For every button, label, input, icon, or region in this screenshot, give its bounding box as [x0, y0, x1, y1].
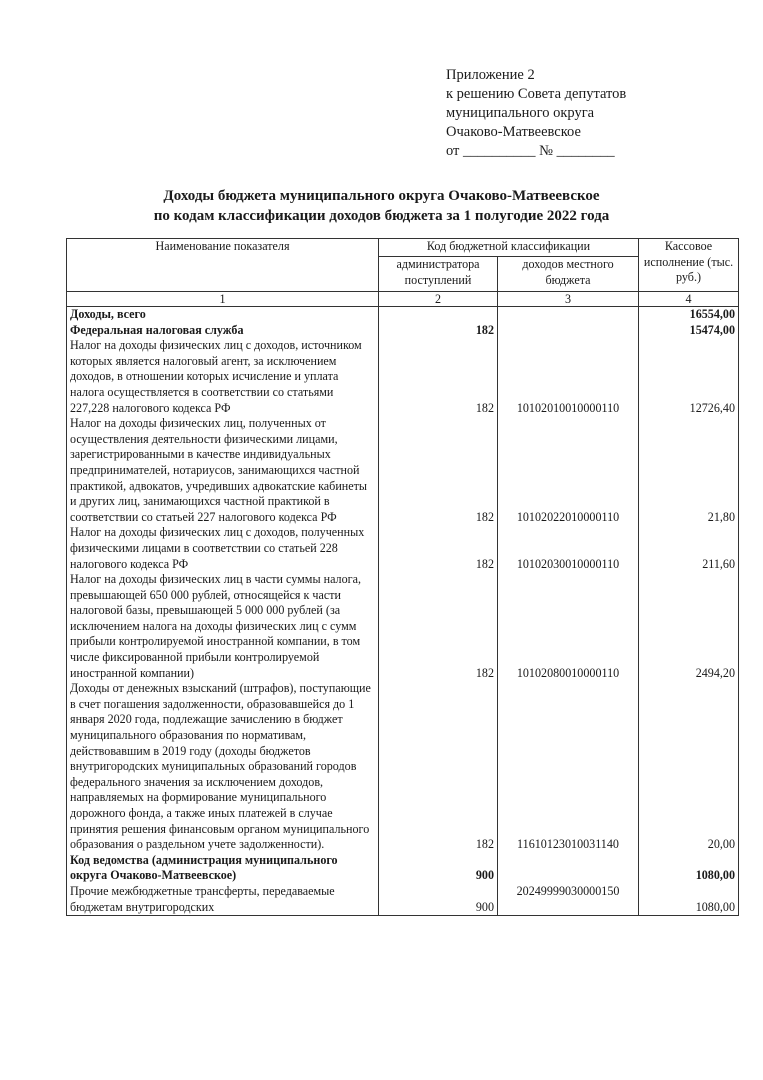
row-admin-code-cell: 182	[379, 681, 498, 853]
row-budget-code-cell: 10102010010000110	[498, 338, 639, 416]
row-budget-code-cell: 10102022010000110	[498, 416, 639, 525]
row-admin-code-cell: 182	[379, 416, 498, 525]
row-budget-code-cell	[498, 307, 639, 323]
appendix-line: от __________ № ________	[446, 143, 615, 159]
row-budget-code-cell: 11610123010031140	[498, 681, 639, 853]
table-row	[67, 338, 739, 416]
column-header-amount: Кассовое исполнение (тыс. руб.)	[639, 239, 739, 292]
row-budget-code-cell	[498, 853, 639, 884]
row-admin-code-cell	[379, 307, 498, 323]
column-number: 1	[67, 292, 379, 307]
row-name-cell: Прочие межбюджетные трансферты, передаваемые бюджетам внутригородских	[67, 884, 379, 916]
row-budget-code-cell: 10102080010000110	[498, 572, 639, 681]
table-row	[67, 572, 739, 681]
row-name-cell: Налог на доходы физических лиц с доходов, полученных физическими лицами в соответствии со статьей 228 налогового кодекса РФ	[67, 525, 379, 572]
column-header-code-group: Код бюджетной классификации	[379, 239, 639, 257]
row-admin-code-cell: 900	[379, 853, 498, 884]
table-body	[67, 307, 739, 916]
title-line-1: Доходы бюджета муниципального округа Очаково-Матвеевское	[163, 188, 600, 204]
appendix-line: к решению Совета депутатов	[446, 86, 627, 102]
row-budget-code-cell	[498, 323, 639, 339]
row-amount-cell: 1080,00	[639, 884, 739, 916]
row-name-cell: Налог на доходы физических лиц в части суммы налога, превышающей 650 000 рублей, относящейся к части налоговой базы, превышающей 5 000 000 рублей (за исключением налога на доходы физических лиц с сумм прибыли контролируемой иностранной компании, в том числе фиксированной прибыли контролируемой иностранной компании)	[67, 572, 379, 681]
column-number: 2	[379, 292, 498, 307]
table-row	[67, 681, 739, 853]
appendix-block	[446, 66, 626, 161]
row-admin-code-cell: 182	[379, 572, 498, 681]
table-row	[67, 307, 739, 323]
row-amount-cell: 15474,00	[639, 323, 739, 339]
income-table	[66, 238, 739, 916]
row-budget-code-cell: 10102030010000110	[498, 525, 639, 572]
appendix-line: Очаково-Матвеевское	[446, 124, 581, 140]
row-name-cell: Налог на доходы физических лиц с доходов, источником которых является налоговый агент, за исключением доходов, в отношении которых исчисление и уплата налога осуществляется в соответствии со статьями 227,228 налогового кодекса РФ	[67, 338, 379, 416]
row-admin-code-cell: 182	[379, 323, 498, 339]
row-name-cell: Код ведомства (администрация муниципального округа Очаково-Матвеевское)	[67, 853, 379, 884]
row-amount-cell: 16554,00	[639, 307, 739, 323]
row-name-cell: Доходы от денежных взысканий (штрафов), поступающие в счет погашения задолженности, образовавшейся до 1 января 2020 года, подлежащие зачислению в бюджет муниципального образования по нормативам, действовавшим в 2019 году (доходы бюджетов внутригородских муниципальных образований городов федерального значения за исключением доходов, направляемых на формирование муниципального дорожного фонда, а также иных платежей в случае принятия решения финансовым органом муниципального образования о раздельном учете задолженности).	[67, 681, 379, 853]
row-name-cell: Налог на доходы физических лиц, полученных от осуществления деятельности физическими лицами, зарегистрированными в качестве индивидуальных предпринимателей, нотариусов, занимающихся частной практикой, адвокатов, учредивших адвокатские кабинеты и других лиц, занимающихся частной практикой в соответствии со статьей 227 налогового кодекса РФ	[67, 416, 379, 525]
table-row	[67, 323, 739, 339]
row-admin-code-cell: 182	[379, 338, 498, 416]
table-row	[67, 884, 739, 916]
row-budget-code-cell: 20249999030000150	[498, 884, 639, 916]
row-admin-code-cell: 900	[379, 884, 498, 916]
table-row	[67, 416, 739, 525]
row-name-cell: Федеральная налоговая служба	[67, 323, 379, 339]
column-header-name: Наименование показателя	[67, 239, 379, 292]
column-header-admin: администратора поступлений	[379, 257, 498, 292]
appendix-line: муниципального округа	[446, 105, 595, 121]
row-amount-cell: 21,80	[639, 416, 739, 525]
column-number: 3	[498, 292, 639, 307]
title-line-2: по кодам классификации доходов бюджета за 1 полугодие 2022 года	[153, 208, 610, 224]
row-amount-cell: 12726,40	[639, 338, 739, 416]
row-amount-cell: 2494,20	[639, 572, 739, 681]
document-title	[0, 186, 763, 226]
column-number: 4	[639, 292, 739, 307]
table-row	[67, 853, 739, 884]
appendix-line: Приложение 2	[446, 67, 535, 83]
row-amount-cell: 211,60	[639, 525, 739, 572]
row-amount-cell: 1080,00	[639, 853, 739, 884]
row-name-cell: Доходы, всего	[67, 307, 379, 323]
row-admin-code-cell: 182	[379, 525, 498, 572]
row-amount-cell: 20,00	[639, 681, 739, 853]
table-row	[67, 525, 739, 572]
column-header-local: доходов местного бюджета	[498, 257, 639, 292]
